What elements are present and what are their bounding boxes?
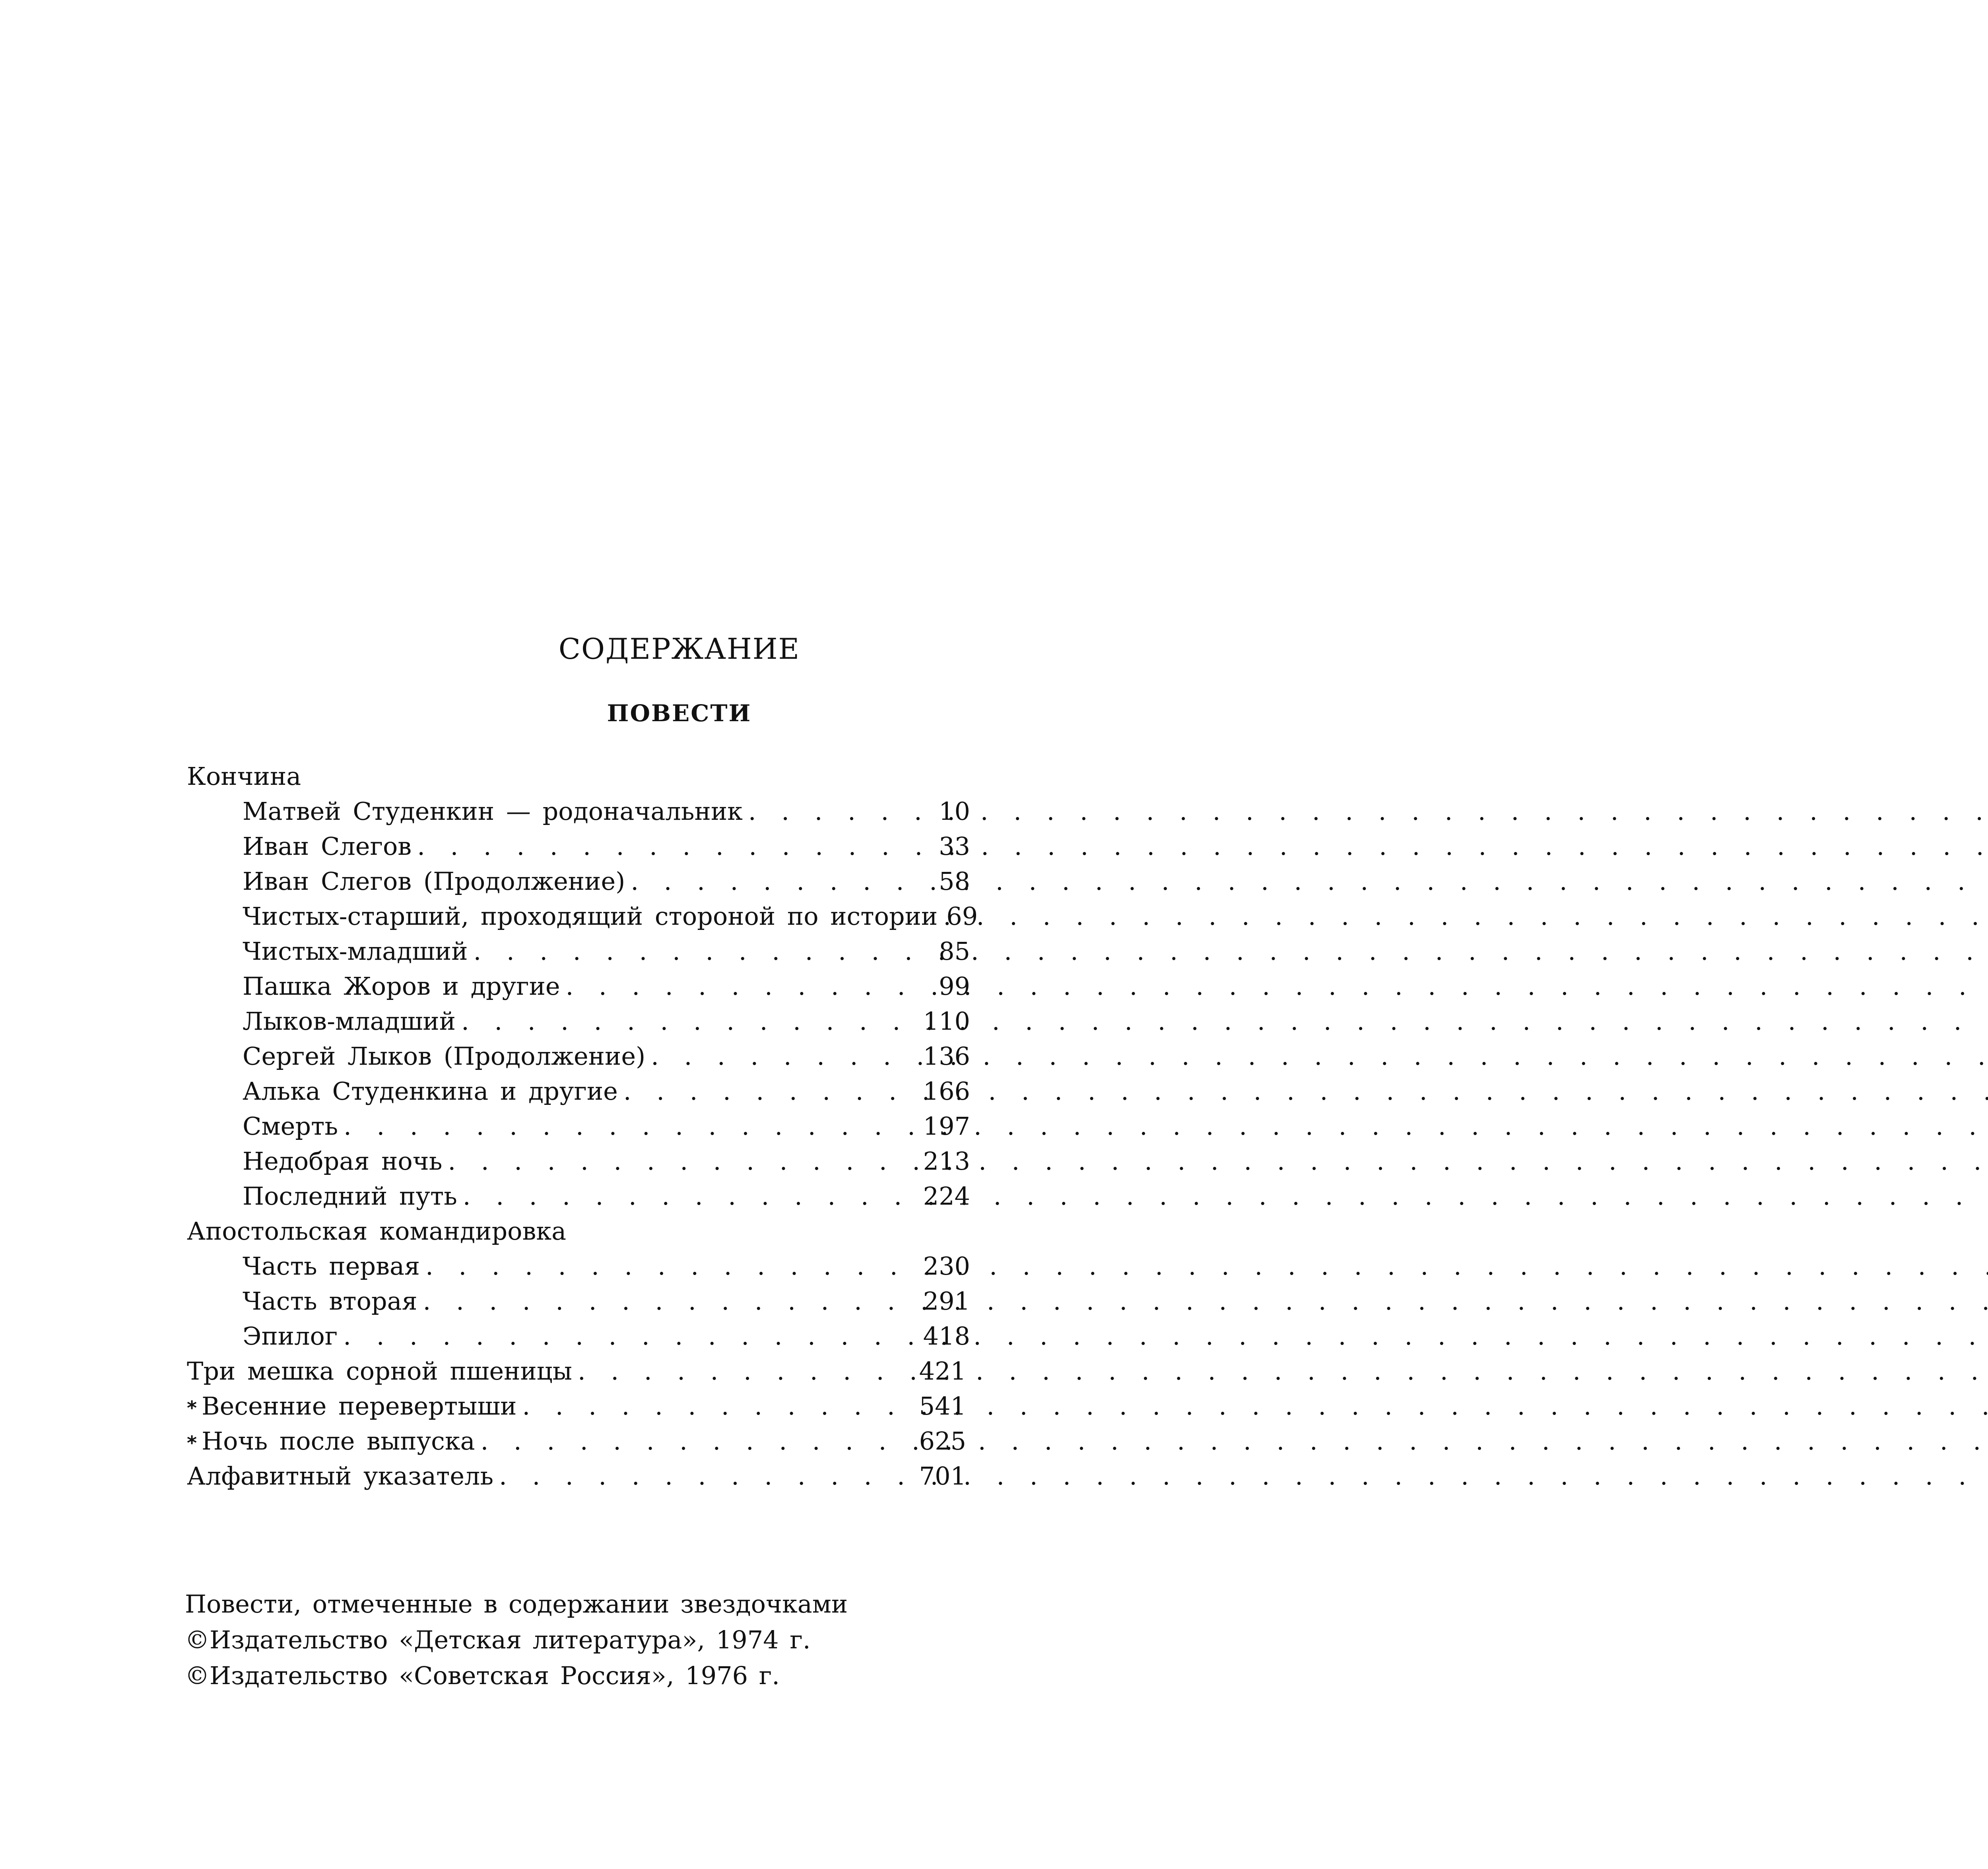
toc-entry-title [243,934,468,968]
toc-page-number: 166 [923,1077,970,1106]
dot-leader [516,1389,916,1423]
toc-entry-label: Кончина [187,762,301,791]
toc-entry [243,1249,970,1283]
toc-page-number: 230 [923,1252,970,1281]
toc-page-number: 418 [923,1322,970,1351]
toc-page-number: 136 [923,1042,970,1071]
toc-page-number: 197 [923,1112,970,1141]
toc-entry [243,934,970,968]
toc-entry [243,829,970,864]
dot-leader [938,899,943,934]
toc-entry [243,794,970,829]
toc-entry-title [243,1039,645,1073]
table-of-contents [0,759,1172,1491]
section-heading: ПОВЕСТИ [607,700,752,727]
toc-entry-title [243,1249,420,1283]
toc-entry-title [187,1389,516,1425]
toc-entry-label: Чистых-младший [243,937,468,966]
toc-entry-label: Чистых-старший, проходящий стороной по истории [243,902,938,931]
toc-page-number: 33 [939,832,970,861]
toc-page-number: 10 [939,797,970,826]
dot-leader [417,1284,920,1318]
dot-leader [475,1424,916,1458]
toc-entry-title [243,899,938,934]
dot-leader [618,1074,920,1108]
copyright-line-2: ©Издательство «Советская Россия», 1976 г. [185,1661,780,1690]
toc-entry-title [243,1004,456,1038]
toc-entry-label: Иван Слегов (Продолжение) [243,867,625,896]
toc-entry-title [243,1284,417,1318]
toc-entry-label: Последний путь [243,1182,457,1211]
toc-entry-label: Матвей Студенкин — родоначальник [243,797,743,826]
toc-entry-label: Часть первая [243,1252,420,1281]
toc-entry [243,1004,970,1038]
dot-leader [457,1179,920,1213]
toc-entry [243,1284,970,1318]
toc-page-number: 224 [923,1182,970,1211]
toc-entry-label: Ночь после выпуска [202,1426,475,1456]
toc-page-number: 85 [939,937,970,966]
toc-entry [243,1144,970,1178]
toc-entry-label: Сергей Лыков (Продолжение) [243,1042,646,1071]
toc-entry [187,1354,966,1388]
toc-entry-title [243,829,412,864]
toc-page-number: 541 [919,1392,966,1421]
footer-note: Повести, отмеченные в содержании звездочками [185,1590,848,1619]
toc-entry [243,899,978,934]
toc-entry-label: Лыков-младший [243,1007,456,1036]
toc-entry [243,1109,970,1143]
toc-entry-title [243,1319,338,1353]
toc-entry-title [243,1074,618,1108]
toc-page-number: 99 [939,972,970,1001]
toc-entry-title [243,1144,442,1178]
toc-entry-label: Три мешка сорной пшеницы [187,1357,572,1386]
dot-leader [572,1354,916,1388]
dot-leader [743,794,936,829]
toc-group-heading [187,759,966,794]
toc-entry-label: Часть вторая [243,1287,417,1316]
toc-entry-label: Иван Слегов [243,832,412,861]
dot-leader [625,864,936,899]
dot-leader [560,969,936,1003]
dot-leader [420,1249,920,1283]
dot-leader [412,829,936,864]
toc-page-number: 625 [919,1426,966,1456]
toc-entry-title [243,969,560,1003]
toc-entry-label: Апостольская командировка [187,1217,567,1246]
toc-page-number: 213 [923,1147,970,1176]
toc-entry-label: Недобрая ночь [243,1147,443,1176]
page-title: СОДЕРЖАНИЕ [558,632,800,666]
toc-entry [243,1074,970,1108]
toc-page-number: 421 [919,1357,966,1386]
toc-entry-title [187,1354,572,1388]
toc-page-number: 110 [923,1007,970,1036]
toc-entry-label: Весенние перевертыши [202,1392,517,1421]
toc-page-number: 291 [923,1287,970,1316]
toc-entry-title [243,864,625,899]
toc-entry [187,1389,966,1423]
asterisk-marker: * [187,1397,197,1419]
toc-entry-label: Смерть [243,1112,338,1141]
toc-page-number: 701 [919,1461,966,1491]
toc-entry-title [243,1179,457,1213]
toc-entry-title [187,1459,493,1493]
dot-leader [338,1109,920,1143]
dot-leader [442,1144,920,1178]
dot-leader [468,934,936,968]
dot-leader [493,1459,916,1493]
toc-entry [243,1179,970,1213]
dot-leader [645,1039,920,1073]
toc-entry-label: Алька Студенкина и другие [243,1077,618,1106]
copyright-footer [185,1586,1060,1694]
toc-entry [243,1319,970,1353]
toc-entry-title [187,1424,475,1460]
dot-leader [338,1319,920,1353]
toc-entry [243,969,970,1003]
toc-entry-label: Алфавитный указатель [187,1461,494,1491]
toc-group-heading [187,1214,966,1248]
toc-entry [243,864,970,899]
toc-entry [187,1424,966,1458]
toc-entry-label: Пашка Жоров и другие [243,972,560,1001]
copyright-line-1: ©Издательство «Детская литература», 1974 г. [185,1625,811,1654]
toc-entry-label: Эпилог [243,1322,338,1351]
toc-entry-title [187,759,301,794]
asterisk-marker: * [187,1432,197,1454]
toc-page-number: 58 [939,867,970,896]
toc-entry-title [243,794,743,829]
toc-entry [243,1039,970,1073]
toc-entry-title [243,1109,338,1143]
dot-leader [456,1004,920,1038]
toc-page-number: 69 [946,902,978,931]
toc-entry-title [187,1214,566,1248]
toc-entry [187,1459,966,1493]
